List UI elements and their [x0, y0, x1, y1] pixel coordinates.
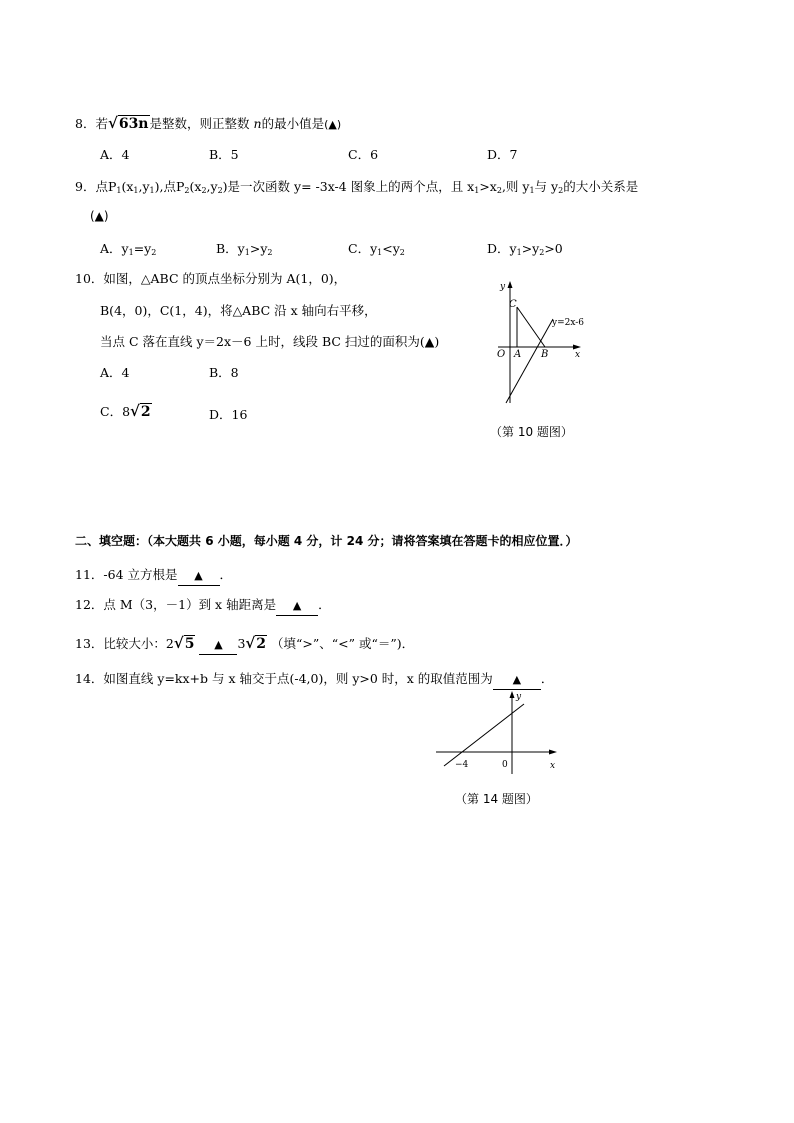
question-text: (x — [189, 179, 202, 194]
question-text: （填“>”、“<” 或“＝”)． — [271, 636, 415, 651]
point-c-label: C — [509, 299, 517, 310]
point-b-label: B — [541, 349, 549, 360]
section-title: 二、填空题： — [75, 534, 148, 548]
zero-label: 0 — [502, 760, 508, 770]
question-text: 如图，△ABC 的顶点坐标分别为 A(1，0)， — [103, 271, 347, 286]
question-text: ,y — [138, 179, 150, 194]
question-number: 14． — [75, 671, 104, 686]
answer-blank: ▲ — [493, 671, 541, 690]
question-text: ),点P — [154, 179, 185, 194]
subscript: 2 — [201, 186, 207, 195]
punctuation: ． — [540, 671, 554, 686]
question-text: ,则 y — [501, 179, 530, 194]
subscript: 1 — [377, 248, 383, 257]
point-a-label: A — [514, 349, 522, 360]
answer-blank: ▲ — [276, 597, 318, 616]
sqrt-2: √2 — [245, 634, 267, 652]
option-text: C．8 — [100, 404, 131, 419]
question-number: 12． — [75, 597, 104, 612]
question-8 — [75, 114, 341, 134]
q8-option-c: C．6 — [348, 147, 379, 162]
subscript: 1 — [474, 186, 480, 195]
option-text: A．y — [100, 241, 129, 256]
q8-option-a: A．4 — [100, 147, 130, 162]
question-text: 点 M（3，－1）到 x 轴距离是 — [103, 597, 277, 612]
subscript: 2 — [399, 248, 405, 257]
punctuation: ． — [219, 567, 233, 582]
question-10-line-1 — [75, 270, 346, 288]
figure-14 — [432, 688, 562, 778]
figure-10-caption: （第 10 题图） — [490, 425, 573, 439]
question-number: 13． — [75, 636, 104, 651]
radicand: 2 — [140, 404, 151, 420]
q8-option-d: D．7 — [487, 147, 518, 162]
radicand: 5 — [184, 636, 195, 652]
y-label: y — [500, 282, 506, 292]
question-text: -64 立方根是 — [103, 567, 178, 582]
q8-option-b: B．5 — [209, 147, 239, 162]
question-text: >x — [479, 179, 497, 194]
option-text: <y — [382, 241, 400, 256]
option-text: >y — [249, 241, 268, 256]
question-text: 比较大小：2 — [103, 636, 174, 651]
subscript: 2 — [496, 186, 502, 195]
coefficient: 3 — [237, 636, 246, 651]
subscript: 1 — [116, 186, 122, 195]
sqrt-63n: √63n — [107, 114, 149, 132]
question-11 — [75, 566, 232, 586]
question-12 — [75, 596, 331, 616]
option-text: C．y — [348, 241, 378, 256]
question-text: 的最小值是 — [261, 116, 325, 131]
x-label: x — [575, 350, 581, 360]
x-label: x — [550, 761, 556, 771]
question-text: 若 — [95, 116, 108, 131]
question-text: (x — [121, 179, 134, 194]
q10-option-c — [100, 402, 152, 421]
question-text: 点P — [95, 179, 117, 194]
question-10-line-2: B(4，0)，C(1，4)，将△ABC 沿 x 轴向右平移， — [100, 303, 377, 318]
subscript: 2 — [151, 248, 157, 257]
question-number: 11． — [75, 567, 104, 582]
question-14 — [75, 670, 553, 690]
q9-option-c — [348, 240, 405, 262]
option-text: D．y — [487, 241, 517, 256]
sqrt-5: √5 — [173, 634, 195, 652]
q10-option-a: A．4 — [100, 365, 130, 380]
line-y-2x-6 — [506, 319, 553, 403]
question-text: ,y — [206, 179, 218, 194]
question-text: 与 y — [534, 179, 559, 194]
question-9 — [75, 178, 638, 200]
y-axis-arrow — [508, 281, 513, 288]
q9-option-a — [100, 240, 156, 262]
answer-mark: (▲) — [324, 118, 342, 131]
subscript: 1 — [244, 248, 250, 257]
q10-option-d: D．16 — [209, 407, 248, 422]
q9-answer-mark: (▲) — [90, 209, 109, 223]
punctuation: ． — [318, 597, 331, 612]
question-text: 是整数，则正整数 — [149, 116, 250, 131]
figure-10 — [490, 278, 600, 408]
subscript: 1 — [133, 186, 139, 195]
origin-label: O — [497, 349, 506, 360]
subscript: 1 — [516, 248, 522, 257]
section-note: （本大题共 6 小题，每小题 4 分，计 24 分；请将答案填在答题卡的相应位置．） — [147, 534, 578, 548]
question-text: 如图直线 y=kx+b 与 x 轴交于点(-4,0)，则 y>0 时，x 的取值范围为 — [103, 671, 493, 686]
y-axis-arrow — [510, 691, 515, 698]
sqrt-2: √2 — [130, 402, 151, 420]
question-text: )是一次函数 y= -3x-4 图象上的两个点，且 x — [222, 179, 475, 194]
subscript: 2 — [217, 186, 223, 195]
question-number: 10． — [75, 271, 104, 286]
question-10-line-3: 当点 C 落在直线 y＝2x－6 上时，线段 BC 扫过的面积为(▲) — [100, 334, 440, 349]
question-text: 的大小关系是 — [563, 179, 639, 194]
answer-blank: ▲ — [199, 636, 237, 655]
radicand: 63n — [118, 116, 149, 132]
q9-option-d — [487, 240, 563, 262]
section-2-header — [75, 532, 577, 550]
subscript: 2 — [184, 186, 190, 195]
subscript: 2 — [558, 186, 564, 195]
option-text: B．y — [216, 241, 245, 256]
line-label: y=2x-6 — [552, 318, 585, 328]
option-text: >y — [521, 241, 540, 256]
question-number: 8． — [75, 116, 96, 131]
figure-14-caption: （第 14 题图） — [455, 792, 538, 806]
question-number: 9． — [75, 179, 96, 194]
subscript: 1 — [529, 186, 535, 195]
subscript: 1 — [128, 248, 134, 257]
q9-option-b — [216, 240, 272, 262]
y-label: y — [516, 692, 522, 702]
subscript: 2 — [539, 248, 545, 257]
variable-n: n — [253, 116, 262, 131]
x-axis-arrow — [549, 750, 557, 755]
question-13 — [75, 634, 414, 655]
subscript: 1 — [149, 186, 155, 195]
subscript: 2 — [267, 248, 273, 257]
neg4-label: −4 — [455, 760, 469, 770]
q10-option-b: B．8 — [209, 365, 239, 380]
option-text: =y — [133, 241, 152, 256]
radicand: 2 — [256, 636, 267, 652]
answer-blank: ▲ — [178, 567, 220, 586]
option-text: >0 — [544, 241, 563, 256]
x-axis-arrow — [573, 345, 581, 350]
